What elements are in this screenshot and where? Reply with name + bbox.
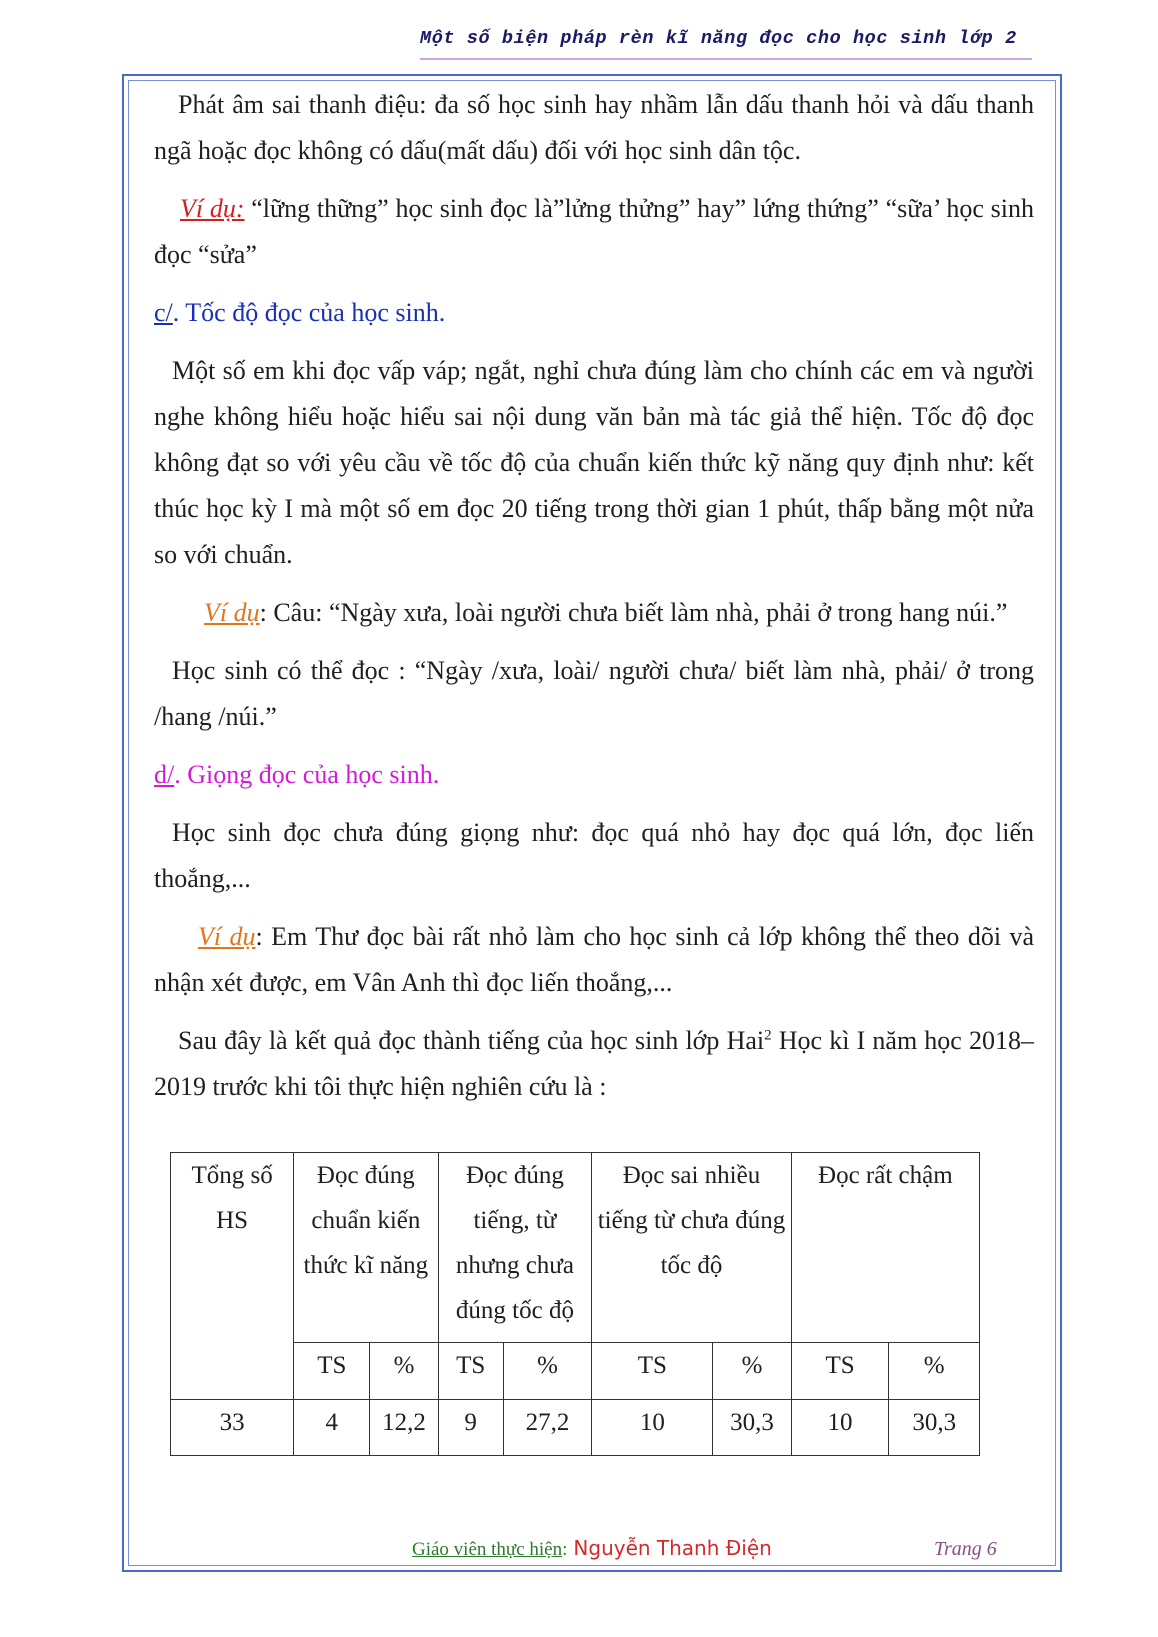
paragraph-reading-voice: Học sinh đọc chưa đúng giọng như: đọc quá nhỏ hay đọc quá lớn, đọc liến thoắng,... — [154, 818, 1034, 893]
example-label: Ví dụ — [204, 598, 260, 627]
page-header-title: Một số biện pháp rèn kĩ năng đọc cho học sinh lớp 2 — [420, 28, 1017, 49]
heading-reading-voice: d/. Giọng đọc của học sinh. — [154, 760, 440, 789]
subheader-ts: TS — [438, 1343, 503, 1400]
subheader-percent: % — [503, 1343, 592, 1400]
subheader-percent: % — [889, 1343, 980, 1400]
cell-value: 10 — [592, 1400, 713, 1456]
footer-teacher: Giáo viên thực hiện: Nguyễn Thanh Điện — [412, 1536, 772, 1560]
subheader-percent: % — [370, 1343, 438, 1400]
header-very-slow: Đọc rất chậm — [791, 1153, 979, 1343]
paragraph-reading-speed: Một số em khi đọc vấp váp; ngắt, nghỉ chưa đúng làm cho chính các em và người nghe không hiểu hoặc hiểu sai nội dung văn bản mà tác giả thể hiện. Tốc độ đọc không đạt so với yêu cầu về tốc độ của chuẩn kiến thức kỹ năng quy định như: kết thúc học kỳ I mà một số em đọc 20 tiếng trong thời gian 1 phút, thấp bằng một nửa so với chuẩn. — [154, 356, 1034, 569]
reading-results-table — [170, 1152, 980, 1456]
cell-value: 27,2 — [503, 1400, 592, 1456]
example-label: Ví dụ: — [180, 194, 245, 223]
subheader-ts: TS — [592, 1343, 713, 1400]
heading-reading-speed: c/. Tốc độ đọc của học sinh. — [154, 298, 446, 327]
paragraph-example-3: Ví dụ: Em Thư đọc bài rất nhỏ làm cho học sinh cả lớp không thể theo dõi và nhận xét được, em Vân Anh thì đọc liến thoắng,... — [154, 922, 1034, 997]
paragraph-example-1: Ví dụ: “lững thững” học sinh đọc là”lửng thửng” hay” lứng thứng” “sữa’ học sinh đọc “sửa” — [154, 194, 1034, 269]
header-correct-standard: Đọc đúng chuẩn kiến thức kĩ năng — [294, 1153, 438, 1343]
teacher-name: Nguyễn Thanh Điện — [573, 1536, 772, 1560]
cell-value: 10 — [791, 1400, 889, 1456]
cell-value: 12,2 — [370, 1400, 438, 1456]
subheader-ts: TS — [791, 1343, 889, 1400]
cell-value: 4 — [294, 1400, 370, 1456]
document-body — [154, 82, 1034, 1110]
teacher-label: Giáo viên thực hiện — [412, 1539, 563, 1560]
header-underline — [420, 58, 1032, 60]
cell-total: 33 — [171, 1400, 294, 1456]
table-row — [171, 1400, 980, 1456]
paragraph-results-intro: Sau đây là kết quả đọc thành tiếng của học sinh lớp Hai$^2$ Học kì I năm học 2018– 2019 trước khi tôi thực hiện nghiên cứu là : — [154, 1026, 1034, 1101]
example-label: Ví dụ — [198, 922, 256, 951]
subheader-ts: TS — [294, 1343, 370, 1400]
header-many-errors: Đọc sai nhiều tiếng từ chưa đúng tốc độ — [592, 1153, 791, 1343]
subheader-percent: % — [713, 1343, 791, 1400]
header-correct-slow: Đọc đúng tiếng, từ nhưng chưa đúng tốc độ — [438, 1153, 592, 1343]
paragraph-pausing-example: Học sinh có thể đọc : “Ngày /xưa, loài/ người chưa/ biết làm nhà, phải/ ở trong /hang /núi.” — [154, 656, 1034, 731]
header-total-students: Tổng số HS — [171, 1153, 294, 1400]
page-number: Trang 6 — [934, 1538, 997, 1560]
paragraph-tone-errors: Phát âm sai thanh điệu: đa số học sinh hay nhầm lẫn dấu thanh hỏi và dấu thanh ngã hoặc đọc không có dấu(mất dấu) đối với học sinh dân tộc. — [154, 90, 1034, 165]
cell-value: 30,3 — [713, 1400, 791, 1456]
paragraph-example-2: Ví dụ: Câu: “Ngày xưa, loài người chưa biết làm nhà, phải ở trong hang núi.” — [204, 598, 1008, 627]
cell-value: 9 — [438, 1400, 503, 1456]
cell-value: 30,3 — [889, 1400, 980, 1456]
